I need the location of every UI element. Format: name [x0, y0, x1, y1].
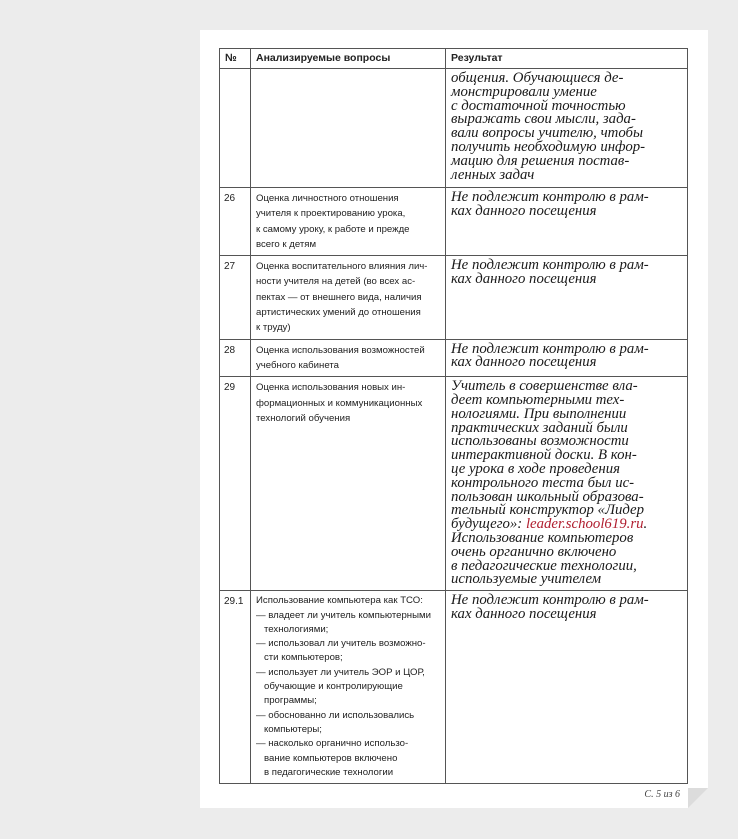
- table-row: [220, 377, 688, 591]
- row-question: [251, 188, 446, 256]
- row-number: 29.1: [220, 591, 251, 784]
- row-question: [251, 69, 446, 188]
- table-row: [220, 591, 688, 784]
- header-result: Результат: [446, 49, 688, 69]
- row-question-text: Оценка воспитательного влияния лич- ности учителя на детей (во всех ас- пектах — от внешнего вида, наличия артистических умений до отношения к труду): [256, 261, 428, 334]
- row-number: 27: [220, 256, 251, 339]
- row-question: [251, 591, 446, 784]
- table-row: [220, 69, 688, 188]
- row-number: 29: [220, 377, 251, 591]
- row-result: [446, 69, 688, 188]
- table-row: [220, 188, 688, 256]
- header-number: №: [220, 49, 251, 69]
- header-questions: Анализируемые вопросы: [251, 49, 446, 69]
- table-header-row: [220, 49, 688, 69]
- row-question: [251, 256, 446, 339]
- result-text-part: Учитель в совершенстве вла- деет компьютерными тех- нологиями. При выполнении практических заданий были использованы возможности интерактивной доски. В кон- це урока в ходе проведения контрольного теста был ис- пользован школьный образова- тельный конструктор «Лидер будущего»:: [451, 378, 645, 533]
- row-question: [251, 377, 446, 591]
- row-result: [446, 339, 688, 377]
- row-result-text: общения. Обучающиеся де- монстрировали умение с достаточной точностью выражать свои мысли, зада- вали вопросы учителю, чтобы получить необходимую инфор- мацию для решения постав- ленных задач: [451, 70, 646, 183]
- row-result: [446, 188, 688, 256]
- table-row: [220, 339, 688, 377]
- page-number: С. 5 из 6: [644, 789, 680, 800]
- row-result: [446, 256, 688, 339]
- row-result-text: [451, 380, 683, 587]
- row-result-text: Не подлежит контролю в рам- ках данного посещения: [451, 257, 649, 287]
- table-row: [220, 256, 688, 339]
- row-number: [220, 69, 251, 188]
- school-site-link[interactable]: leader.school619.ru: [525, 516, 644, 533]
- row-number: 26: [220, 188, 251, 256]
- row-result-text: Не подлежит контролю в рам- ках данного посещения: [451, 340, 649, 371]
- row-question-text: Оценка использования новых ин- формационных и коммуникационных технологий обучения: [256, 382, 423, 424]
- row-number: 28: [220, 339, 251, 377]
- row-question-text: Оценка использования возможностей учебного кабинета: [256, 344, 425, 371]
- row-result: [446, 591, 688, 784]
- row-question-text: Оценка личностного отношения учителя к проектированию урока, к самому уроку, к работе и прежде всего к детям: [256, 193, 410, 250]
- document-page: [200, 30, 708, 808]
- analysis-table: [219, 48, 688, 784]
- row-result-text: Не подлежит контролю в рам- ках данного посещения: [451, 189, 649, 219]
- row-result: [446, 377, 688, 591]
- row-question-text: Использование компьютера как ТСО: — владеет ли учитель компьютерными технологиями; — использовал ли учитель возможно- сти компьютеров; — использует ли учитель ЭОР и ЦОР, обучающие и контролирующие программы; — обоснованно ли использовались компьютеры; — насколько органично использо- вание компьютеров включено в педагогические технологии: [256, 595, 431, 778]
- row-result-text: Не подлежит контролю в рам- ках данного посещения: [451, 592, 649, 623]
- result-text-part: . Использование компьютеров очень органично включено в педагогические технологии, используемые учителем: [451, 516, 648, 588]
- row-question: [251, 339, 446, 377]
- page-corner-fold: [688, 788, 708, 808]
